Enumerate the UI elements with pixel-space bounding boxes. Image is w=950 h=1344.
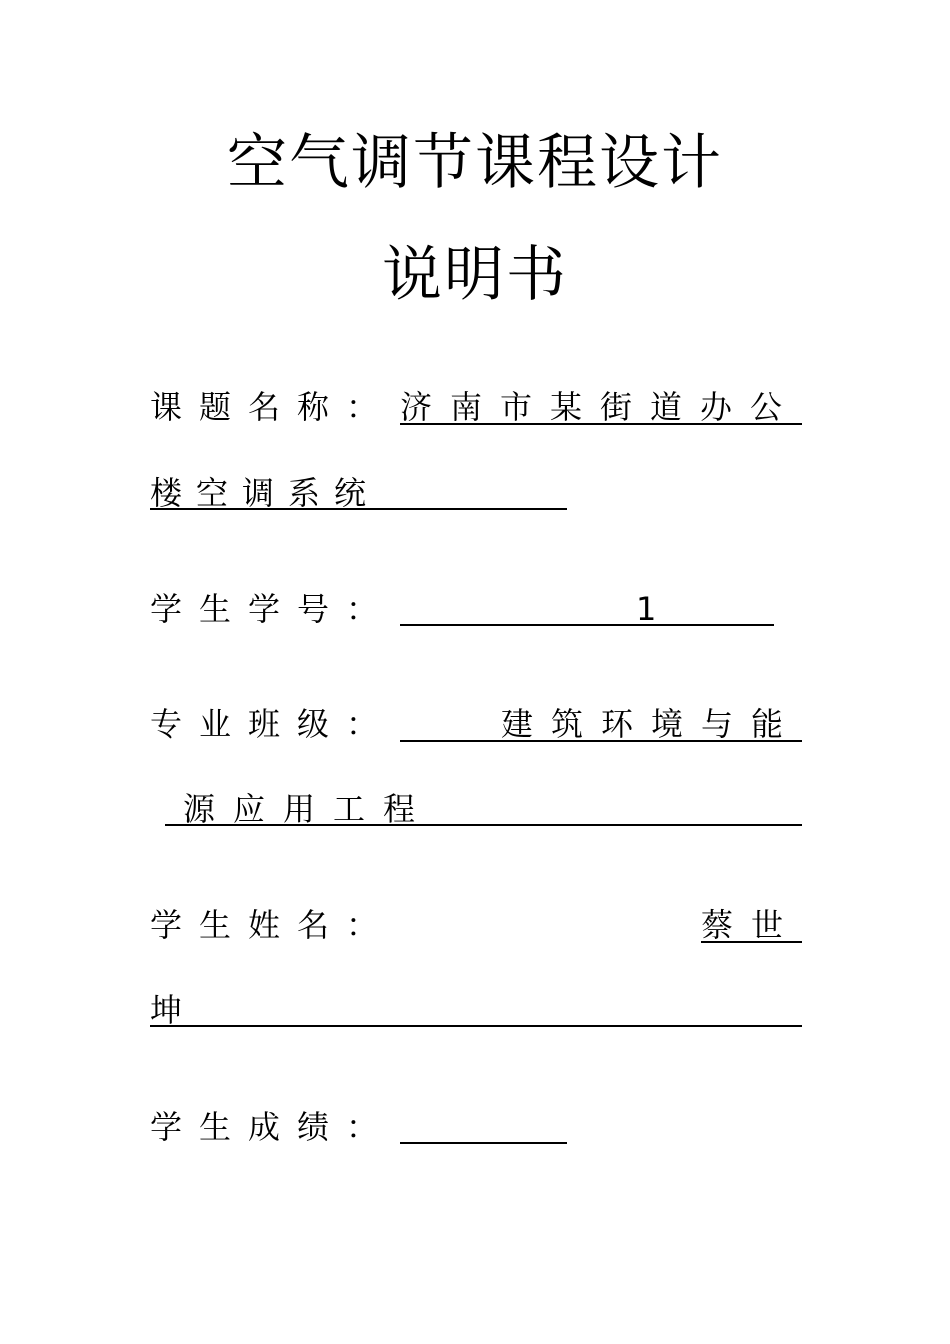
topic-underline-2 xyxy=(150,508,567,510)
student-id-value: 1 xyxy=(636,590,657,628)
grade-underline xyxy=(400,1142,567,1144)
major-class-underline-1 xyxy=(400,740,802,742)
major-class-value-line-2: 源应用工程 xyxy=(183,790,434,828)
student-name-underline-2 xyxy=(150,1025,802,1027)
major-class-value-line-1: 建筑环境与能 xyxy=(501,705,802,743)
topic-label: 课题名称： xyxy=(150,388,396,426)
student-name-value-line-2: 坤 xyxy=(150,991,183,1029)
grade-label: 学生成绩： xyxy=(150,1108,396,1146)
major-class-underline-2 xyxy=(165,824,802,826)
student-id-label: 学生学号： xyxy=(150,590,396,628)
topic-value-line-1: 济南市某街道办公 xyxy=(400,388,801,426)
topic-underline-1 xyxy=(400,423,802,425)
title-line-1: 空气调节课程设计 xyxy=(227,128,723,198)
title-line-2: 说明书 xyxy=(382,240,568,310)
student-name-label: 学生姓名： xyxy=(150,906,396,944)
student-name-underline-1 xyxy=(701,941,802,943)
major-class-label: 专业班级： xyxy=(150,705,396,743)
student-id-underline xyxy=(400,624,774,626)
topic-value-line-2: 楼空调系统 xyxy=(150,474,381,512)
student-name-value-line-1: 蔡世 xyxy=(701,906,802,944)
